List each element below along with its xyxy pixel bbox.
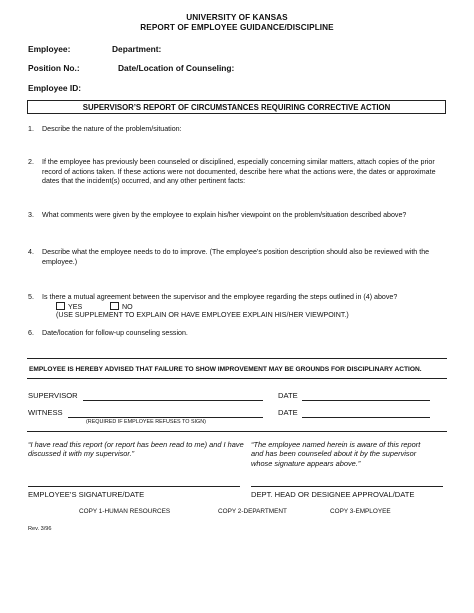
no-option[interactable] — [110, 302, 133, 311]
witness-signature-line[interactable] — [68, 417, 263, 418]
no-checkbox[interactable] — [110, 302, 119, 310]
report-title: REPORT OF EMPLOYEE GUIDANCE/DISCIPLINE — [140, 23, 334, 32]
position-no-label: Position No.: — [28, 63, 80, 73]
dept-head-acknowledgement: “The employee named herein is aware of this report and has been counseled about it by the supervisor whose signature appears above.” — [251, 440, 421, 468]
supervisor-date-label: DATE — [278, 391, 298, 400]
question-2 — [28, 158, 448, 187]
witness-date-line[interactable] — [302, 417, 430, 418]
copy-employee: COPY 3-EMPLOYEE — [330, 508, 391, 515]
question-6 — [28, 329, 448, 339]
department-label: Department: — [112, 44, 162, 54]
yes-checkbox[interactable] — [56, 302, 65, 310]
revision-note: Rev. 3/96 — [28, 526, 52, 532]
question-4 — [28, 248, 448, 267]
copy-department: COPY 2-DEPARTMENT — [218, 508, 287, 515]
question-3 — [28, 211, 448, 221]
question-number: 6. — [28, 329, 34, 337]
supervisor-label: SUPERVISOR — [28, 391, 78, 400]
dept-head-signature-line[interactable] — [251, 486, 443, 487]
witness-label: WITNESS — [28, 408, 63, 417]
employee-label: Employee: — [28, 44, 71, 54]
question-5 — [28, 293, 448, 303]
signatures-divider — [27, 431, 447, 432]
question-number: 1. — [28, 125, 34, 133]
employee-signature-label: EMPLOYEE’S SIGNATURE/DATE — [28, 490, 145, 499]
employee-acknowledgement: “I have read this report (or report has been read to me) and I have discussed it with my supervisor.” — [28, 440, 244, 459]
no-label: NO — [122, 303, 133, 311]
witness-note: (REQUIRED IF EMPLOYEE REFUSES TO SIGN) — [86, 419, 206, 425]
section-title: SUPERVISOR’S REPORT OF CIRCUMSTANCES REQUIRING CORRECTIVE ACTION — [82, 102, 391, 112]
warning-bottom-rule — [27, 378, 447, 379]
warning-text: EMPLOYEE IS HEREBY ADVISED THAT FAILURE TO SHOW IMPROVEMENT MAY BE GROUNDS FOR DISCIPLINARY ACTION. — [29, 366, 422, 373]
question-text: Describe what the employee needs to do to improve. (The employee’s position description should also be reviewed with the employee.) — [42, 248, 430, 266]
counseling-date-location-label: Date/Location of Counseling: — [118, 63, 235, 73]
employee-signature-line[interactable] — [28, 486, 240, 487]
question-text: Date/location for follow-up counseling session. — [42, 329, 188, 337]
question-1 — [28, 125, 448, 135]
question-text: Describe the nature of the problem/situation: — [42, 125, 182, 133]
question-text: What comments were given by the employee to explain his/her viewpoint on the problem/situation described above? — [42, 211, 407, 219]
university-name: UNIVERSITY OF KANSAS — [186, 13, 288, 22]
question-text: If the employee has previously been counseled or disciplined, especially concerning similar matters, attach copies of the prior record of actions taken. If these actions were not documented, describe here what the actions were, the dates or approximate dates that the incident(s) occurred, and any other pertinent facts: — [42, 158, 436, 186]
question-number: 3. — [28, 211, 34, 219]
witness-date-label: DATE — [278, 408, 298, 417]
question-text: Is there a mutual agreement between the supervisor and the employee regarding the steps outlined in (4) above? — [42, 293, 398, 301]
section-header-box — [27, 100, 446, 114]
question-number: 4. — [28, 248, 34, 256]
warning-top-rule — [27, 358, 447, 359]
yes-option[interactable] — [56, 302, 82, 311]
copy-hr: COPY 1-HUMAN RESOURCES — [79, 508, 171, 515]
question-number: 5. — [28, 293, 34, 301]
employee-id-label: Employee ID: — [28, 83, 82, 93]
yes-label: YES — [68, 303, 83, 311]
supplement-note: (USE SUPPLEMENT TO EXPLAIN OR HAVE EMPLOYEE EXPLAIN HIS/HER VIEWPOINT.) — [56, 311, 349, 319]
supervisor-date-line[interactable] — [302, 400, 430, 401]
dept-head-approval-label: DEPT. HEAD OR DESIGNEE APPROVAL/DATE — [251, 490, 415, 499]
question-number: 2. — [28, 158, 34, 166]
supervisor-signature-line[interactable] — [83, 400, 263, 401]
